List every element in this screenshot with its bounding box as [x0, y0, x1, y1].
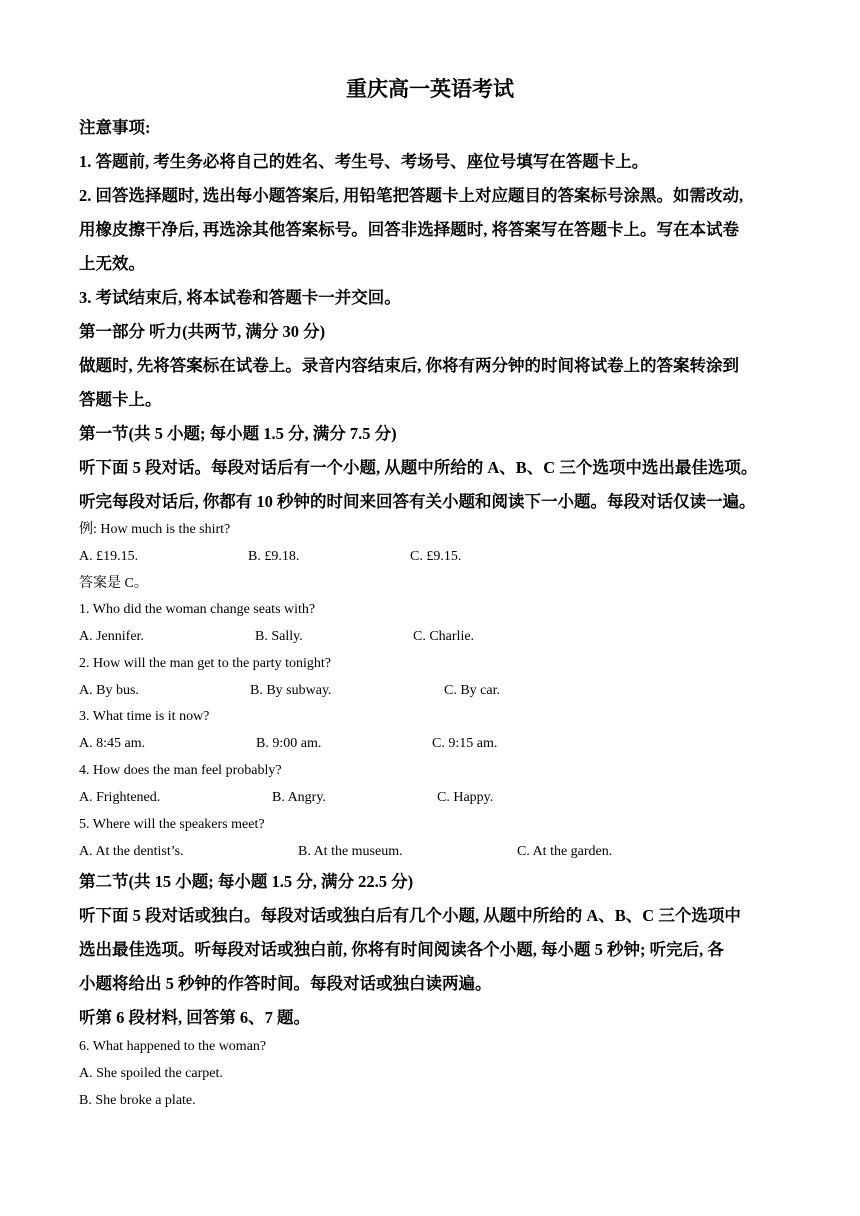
- section2-heading: 第二节(共 15 小题; 每小题 1.5 分, 满分 22.5 分): [79, 872, 414, 891]
- example-option-c: C. £9.15.: [410, 549, 462, 564]
- question-2-option-b: B. By subway.: [250, 683, 332, 698]
- question-3-option-b: B. 9:00 am.: [256, 736, 322, 751]
- notice-item-2-line-1: 2. 回答选择题时, 选出每小题答案后, 用铅笔把答题卡上对应题目的答案标号涂黑。如需改动,: [79, 186, 744, 205]
- question-2-option-a: A. By bus.: [79, 683, 139, 698]
- page-title: 重庆高一英语考试: [346, 77, 514, 101]
- question-2: 2. How will the man get to the party tonight?: [79, 656, 331, 671]
- section2-instruction-line-1: 听下面 5 段对话或独白。每段对话或独白后有几个小题, 从题中所给的 A、B、C 三个选项中: [79, 906, 741, 925]
- section1-instruction-line-1: 听下面 5 段对话。每段对话后有一个小题, 从题中所给的 A、B、C 三个选项中选出最佳选项。: [79, 458, 758, 477]
- section2-instruction-line-2: 选出最佳选项。听每段对话或独白前, 你将有时间阅读各个小题, 每小题 5 秒钟; 听完后, 各: [79, 940, 724, 959]
- example-option-b: B. £9.18.: [248, 549, 300, 564]
- section1-heading: 第一节(共 5 小题; 每小题 1.5 分, 满分 7.5 分): [79, 424, 397, 443]
- example-option-a: A. £19.15.: [79, 549, 139, 564]
- question-4-option-a: A. Frightened.: [79, 790, 161, 805]
- question-5: 5. Where will the speakers meet?: [79, 817, 265, 832]
- question-3-option-c: C. 9:15 am.: [432, 736, 498, 751]
- question-6-option-a: A. She spoiled the carpet.: [79, 1066, 223, 1081]
- notice-item-2-line-2: 用橡皮擦干净后, 再选涂其他答案标号。回答非选择题时, 将答案写在答题卡上。写在本试卷: [79, 220, 739, 239]
- notice-heading: 注意事项:: [79, 118, 151, 137]
- material-heading: 听第 6 段材料, 回答第 6、7 题。: [79, 1008, 310, 1027]
- example-answer: 答案是 C。: [79, 576, 148, 591]
- question-1-option-a: A. Jennifer.: [79, 629, 144, 644]
- part1-heading: 第一部分 听力(共两节, 满分 30 分): [79, 322, 326, 341]
- question-1-option-b: B. Sally.: [255, 629, 303, 644]
- part1-intro-line-2: 答题卡上。: [79, 390, 162, 409]
- section1-instruction-line-2: 听完每段对话后, 你都有 10 秒钟的时间来回答有关小题和阅读下一小题。每段对话仅读一遍。: [79, 492, 756, 511]
- question-5-option-b: B. At the museum.: [298, 844, 403, 859]
- question-4: 4. How does the man feel probably?: [79, 763, 282, 778]
- question-3: 3. What time is it now?: [79, 709, 210, 724]
- notice-item-3: 3. 考试结束后, 将本试卷和答题卡一并交回。: [79, 288, 401, 307]
- question-6: 6. What happened to the woman?: [79, 1039, 267, 1054]
- question-5-option-a: A. At the dentist’s.: [79, 844, 184, 859]
- question-1-option-c: C. Charlie.: [413, 629, 475, 644]
- question-1: 1. Who did the woman change seats with?: [79, 602, 316, 617]
- example-question: 例: How much is the shirt?: [79, 522, 231, 537]
- question-2-option-c: C. By car.: [444, 683, 500, 698]
- notice-item-2-line-3: 上无效。: [79, 254, 145, 273]
- question-6-option-b: B. She broke a plate.: [79, 1093, 196, 1108]
- question-4-option-b: B. Angry.: [272, 790, 326, 805]
- section2-instruction-line-3: 小题将给出 5 秒钟的作答时间。每段对话或独白读两遍。: [79, 974, 492, 993]
- notice-item-1: 1. 答题前, 考生务必将自己的姓名、考生号、考场号、座位号填写在答题卡上。: [79, 152, 649, 171]
- question-5-option-c: C. At the garden.: [517, 844, 613, 859]
- question-4-option-c: C. Happy.: [437, 790, 494, 805]
- part1-intro-line-1: 做题时, 先将答案标在试卷上。录音内容结束后, 你将有两分钟的时间将试卷上的答案转涂到: [79, 356, 739, 375]
- question-3-option-a: A. 8:45 am.: [79, 736, 146, 751]
